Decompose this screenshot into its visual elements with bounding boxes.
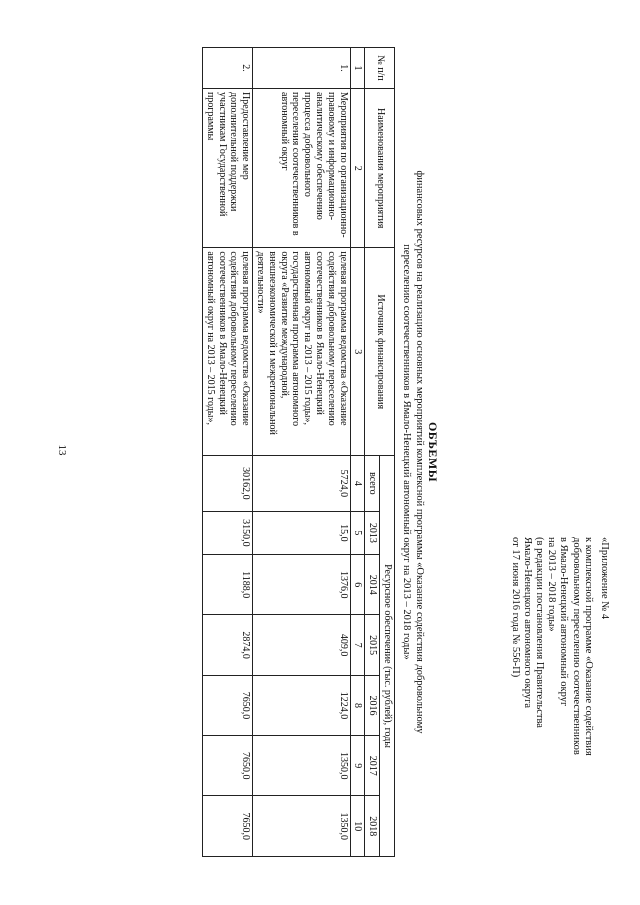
header-name: Наименования мероприятия — [365, 89, 395, 248]
index-cell: 8 — [350, 675, 365, 735]
rotated-page — [20, 17, 620, 887]
row-total: 30162,0 — [203, 456, 253, 512]
row-total: 5724,0 — [253, 456, 350, 512]
index-cell: 7 — [350, 615, 365, 675]
appendix-line: на 2013 – 2018 годы» — [546, 537, 558, 632]
row-name: Предоставление мер дополнительной поддержки участникам Государственной программы — [203, 89, 253, 248]
header-year: 2014 — [365, 555, 380, 615]
row-value: 1350,0 — [253, 736, 350, 796]
document-heading — [400, 17, 440, 887]
row-num: 1. — [253, 48, 350, 89]
heading-title: ОБЪЕМЫ — [426, 421, 440, 483]
row-name: Мероприятия по организационно-правовому и информационно-аналитическому обеспечению процесса добровольного переселения соотечественников в автономный округ — [253, 89, 350, 248]
header-year: 2018 — [365, 796, 380, 857]
row-value: 7650,0 — [203, 675, 253, 735]
index-cell: 2 — [350, 89, 365, 248]
row-value: 15,0 — [253, 511, 350, 554]
row-value: 1350,0 — [253, 796, 350, 857]
header-year: 2015 — [365, 615, 380, 675]
table-row — [203, 48, 253, 857]
appendix-line: в Ямало-Ненецкий автономный округ — [558, 537, 570, 707]
index-cell: 4 — [350, 456, 365, 512]
row-value: 1188,0 — [203, 555, 253, 615]
index-cell: 6 — [350, 555, 365, 615]
header-total: всего — [365, 456, 380, 512]
row-value: 3150,0 — [203, 511, 253, 554]
heading-subtitle-2: переселению соотечественников в Ямало-Ненецкий автономный округ на 2013 – 2018 годы» — [401, 244, 413, 660]
row-source: целевая программа ведомства «Оказание содействия добровольному переселению соотечественников в Ямало-Ненецкий автономный округ на 2013 – 2015 годы», государственная программа автономного округа «Развитие международной, внешнеэкономической и межрегиональной деятельности» — [253, 248, 350, 456]
row-num: 2. — [203, 48, 253, 89]
index-cell: 1 — [350, 48, 365, 89]
header-year: 2016 — [365, 675, 380, 735]
page-number: 13 — [56, 444, 68, 456]
appendix-line: добровольному переселению соотечественников — [570, 537, 582, 755]
heading-subtitle-1: финансовых ресурсов на реализацию основных мероприятий комплексной программы «Оказание содействия добровольному — [414, 170, 425, 734]
header-num: № п/п — [365, 48, 395, 89]
table-row — [253, 48, 350, 857]
row-value: 2874,0 — [203, 615, 253, 675]
appendix-line: к комплексной программе «Оказание содействия — [582, 537, 594, 756]
row-value: 409,0 — [253, 615, 350, 675]
appendix-line: Ямало-Ненецкого автономного округа — [521, 537, 533, 709]
index-row — [350, 48, 365, 857]
index-cell: 10 — [350, 796, 365, 857]
header-year: 2013 — [365, 511, 380, 554]
appendix-line: (в редакции постановления Правительства — [533, 537, 545, 728]
row-value: 1224,0 — [253, 675, 350, 735]
header-source: Источник финансирования — [365, 248, 395, 456]
appendix-block — [508, 537, 610, 867]
index-cell: 3 — [350, 248, 365, 456]
row-value: 7650,0 — [203, 796, 253, 857]
row-source: целевая программа ведомства «Оказание содействия добровольному переселению соотечественников в Ямало-Ненецкий автономный округ на 2013 – 2015 годы», — [203, 248, 253, 456]
appendix-line: от 17 июня 2016 года № 556-П) — [509, 537, 521, 678]
index-cell: 5 — [350, 511, 365, 554]
appendix-title: «Приложение № 4 — [599, 537, 610, 620]
header-year: 2017 — [365, 736, 380, 796]
row-value: 1376,0 — [253, 555, 350, 615]
resources-table — [202, 47, 395, 857]
index-cell: 9 — [350, 736, 365, 796]
row-value: 7650,0 — [203, 736, 253, 796]
header-resources: Ресурсное обеспечение (тыс. рублей), годы — [380, 456, 395, 857]
